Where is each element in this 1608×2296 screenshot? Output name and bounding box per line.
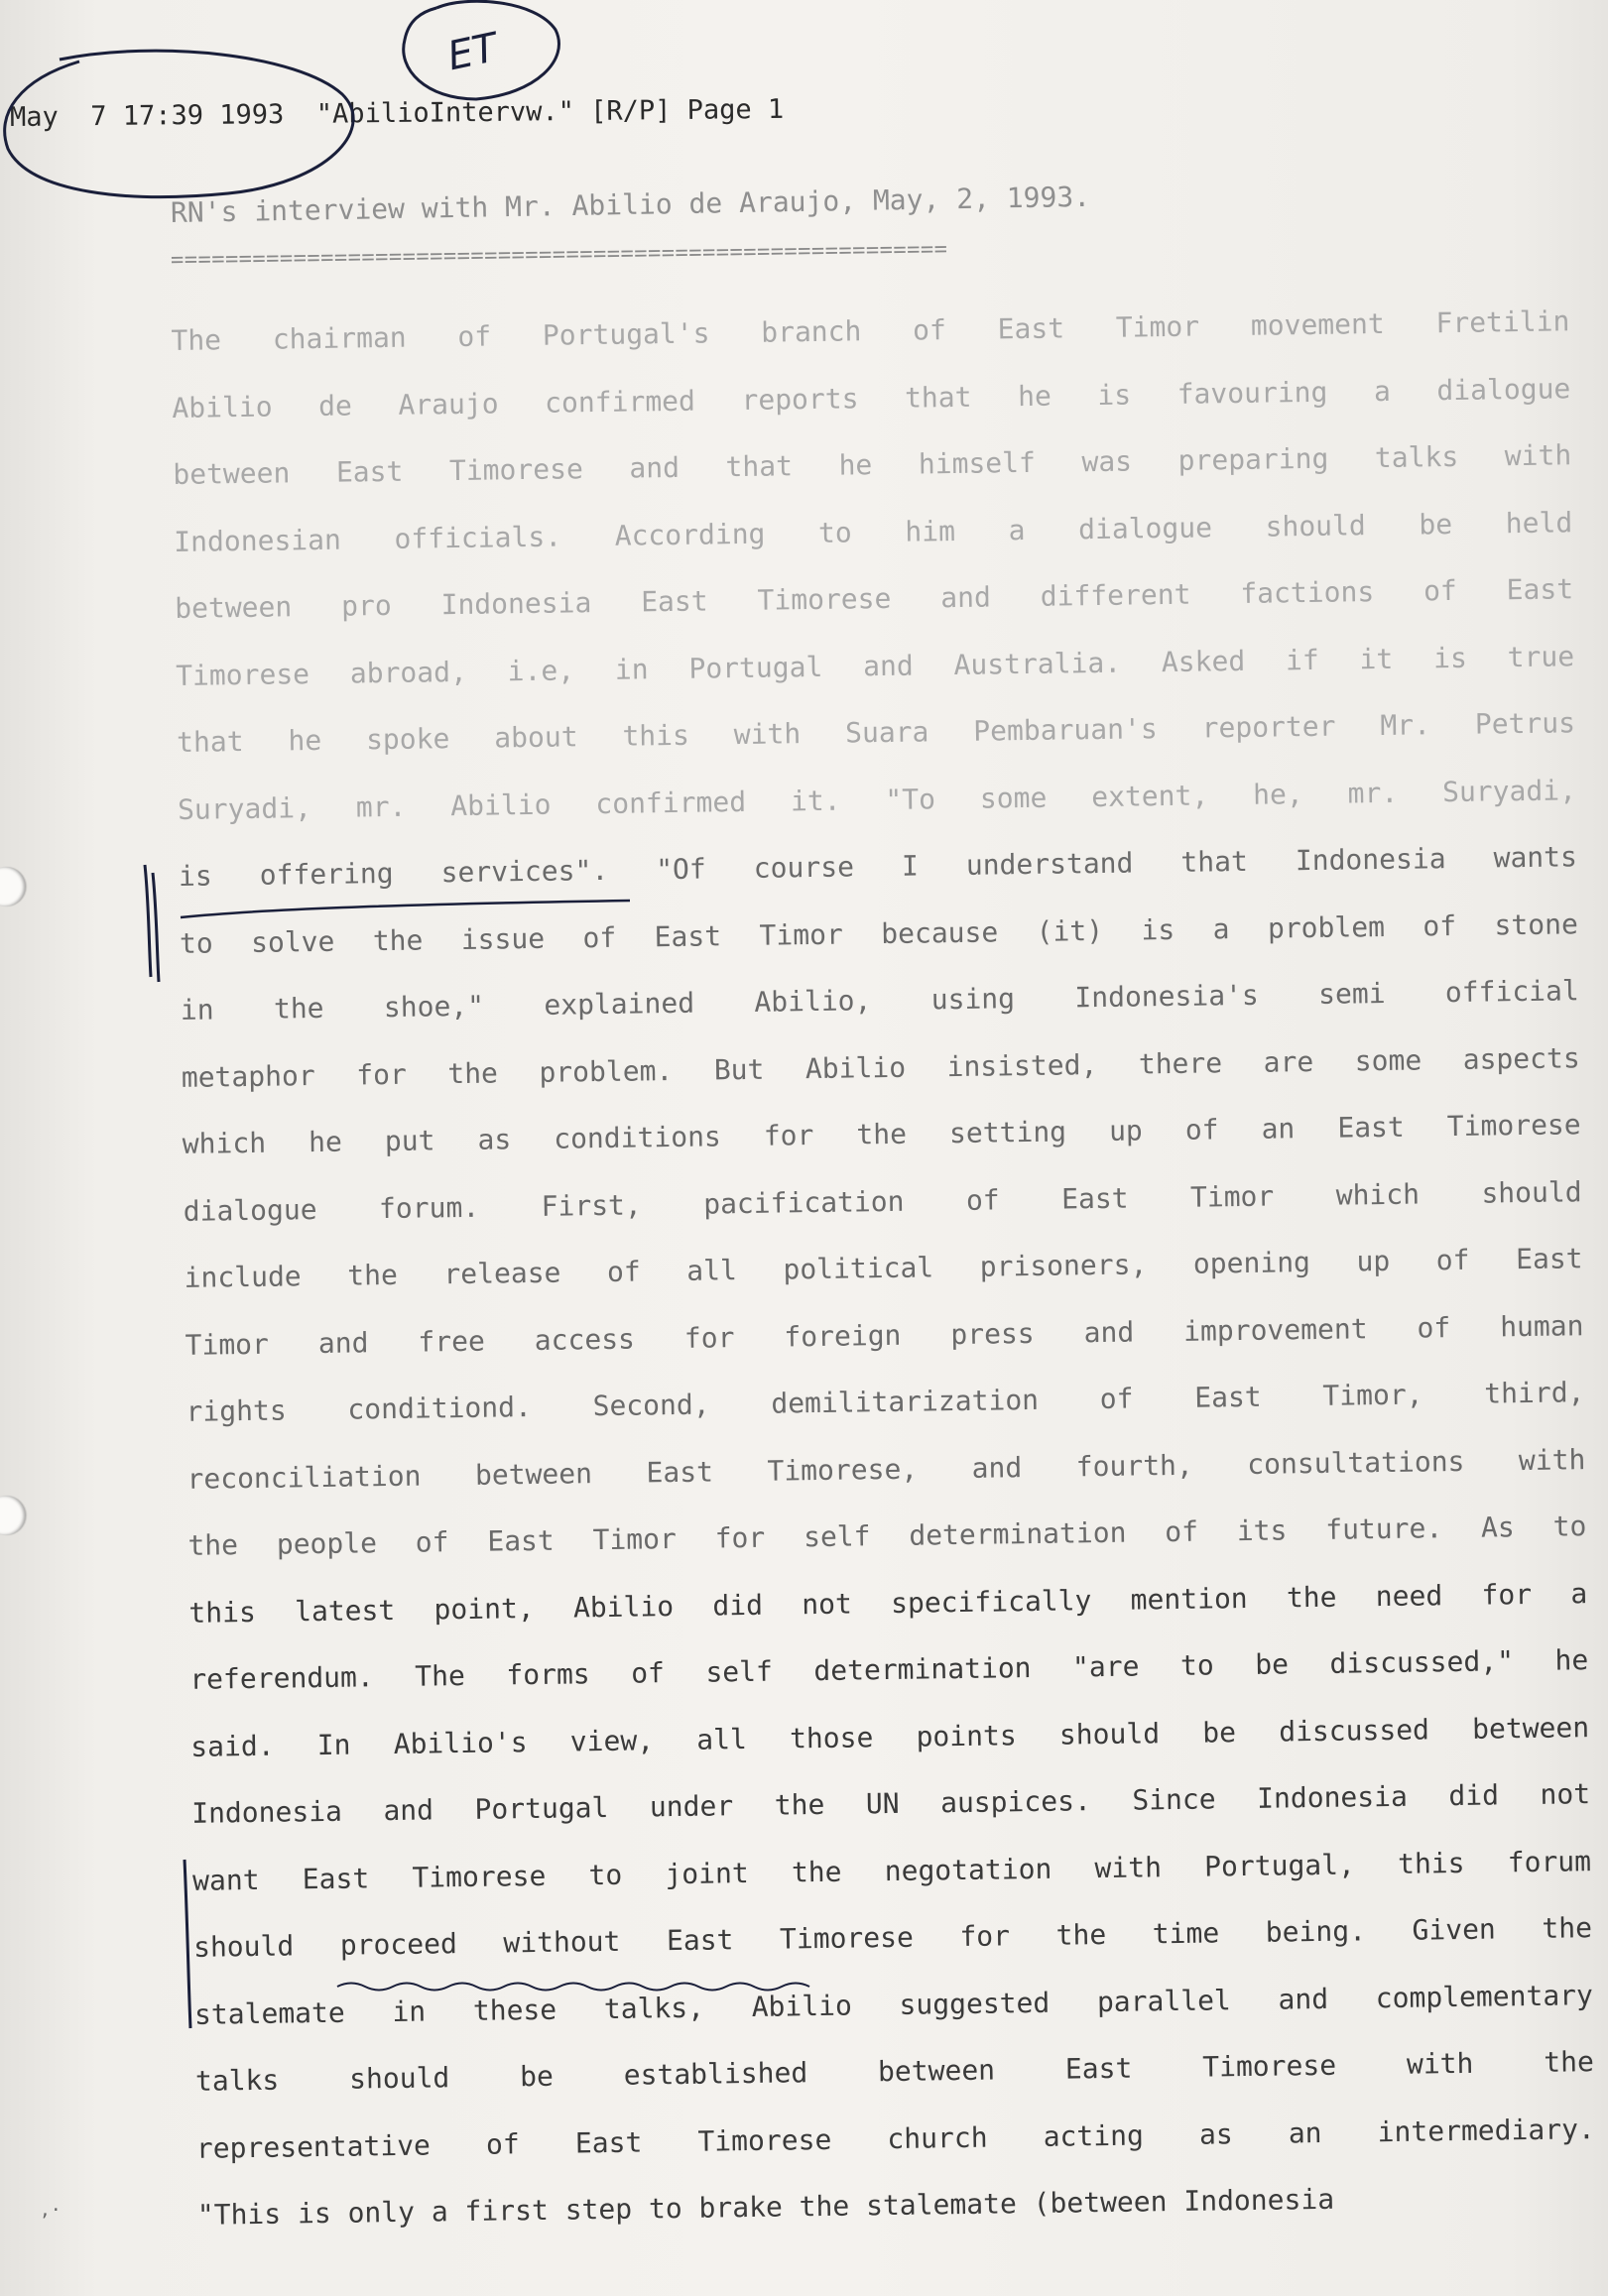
body-line: that he spoke about this with Suara Pembaruan's reporter Mr. Petrus xyxy=(176,706,1576,759)
body-line: include the release of all political prisoners, opening up of East xyxy=(184,1242,1583,1294)
body-line: Indonesia and Portugal under the UN auspices. Since Indonesia did not xyxy=(190,1777,1591,1830)
punch-hole xyxy=(0,867,26,906)
separator-rule: ========================================================= xyxy=(170,237,948,273)
body-line: "This is only a first step to brake the stalemate (between Indonesia xyxy=(196,2182,1335,2232)
body-line: stalemate in these talks, Abilio suggested parallel and complementary xyxy=(193,1978,1594,2031)
body-line: referendum. The forms of self determination "are to be discussed," he xyxy=(189,1643,1589,1696)
body-text xyxy=(171,288,1606,2248)
body-line: to solve the issue of East Timor because (it) is a problem of stone xyxy=(179,906,1579,960)
body-line: metaphor for the problem. But Abilio insisted, there are some aspects xyxy=(181,1040,1580,1094)
body-line: said. In Abilio's view, all those points should be discussed between xyxy=(190,1710,1590,1763)
body-line: talks should be established between East Timorese with the xyxy=(194,2045,1595,2098)
body-line: rights conditiond. Second, demilitarization of East Timor, third, xyxy=(186,1376,1585,1428)
body-line: should proceed without East Timorese for the time being. Given the xyxy=(192,1911,1593,1964)
body-line: which he put as conditions for the setting up of an East Timorese xyxy=(182,1108,1581,1160)
margin-mark xyxy=(145,865,151,977)
margin-mark xyxy=(153,873,159,982)
body-line: Timor and free access for foreign press and improvement of human xyxy=(185,1308,1584,1362)
body-line: between pro Indonesia East Timorese and different factions of East xyxy=(175,572,1574,625)
body-line: the people of East Timor for self determination of its future. As to xyxy=(187,1510,1587,1562)
print-header: May 7 17:39 1993 "AbilioIntervw." [R/P] Page 1 xyxy=(9,93,785,133)
handwritten-note: ET xyxy=(443,25,502,80)
body-line: Abilio de Araujo confirmed reports that he is favouring a dialogue xyxy=(172,371,1571,424)
body-line: this latest point, Abilio did not specifically mention the need for a xyxy=(188,1576,1588,1630)
body-line: want East Timorese to joint the negotation with Portugal, this forum xyxy=(191,1844,1592,1897)
punch-hole xyxy=(0,1496,26,1535)
body-line: Timorese abroad, i.e, in Portugal and Australia. Asked if it is true xyxy=(175,639,1575,692)
body-line: dialogue forum. First, pacification of East Timor which should xyxy=(183,1174,1582,1228)
body-line: Suryadi, mr. Abilio confirmed it. "To some extent, he, mr. Suryadi, xyxy=(177,773,1577,826)
margin-mark xyxy=(185,1860,190,2028)
body-line: reconciliation between East Timorese, and fourth, consultations with xyxy=(186,1442,1586,1496)
pen-circle-note xyxy=(404,1,559,99)
body-line: Indonesian officials. According to him a dialogue should be held xyxy=(174,505,1573,558)
body-line: is offering services". "Of course I understand that Indonesia wants xyxy=(178,840,1578,893)
body-line: representative of East Timorese church acting as an intermediary. xyxy=(195,2112,1596,2165)
body-line: The chairman of Portugal's branch of East Timor movement Fretilin xyxy=(171,304,1570,357)
body-line: in the shoe," explained Abilio, using Indonesia's semi official xyxy=(180,974,1579,1027)
body-line: between East Timorese and that he himself was preparing talks with xyxy=(173,438,1572,491)
document-subtitle: RN's interview with Mr. Abilio de Araujo, May, 2, 1993. xyxy=(170,180,1091,229)
corner-smudge: ,· xyxy=(40,2200,62,2221)
